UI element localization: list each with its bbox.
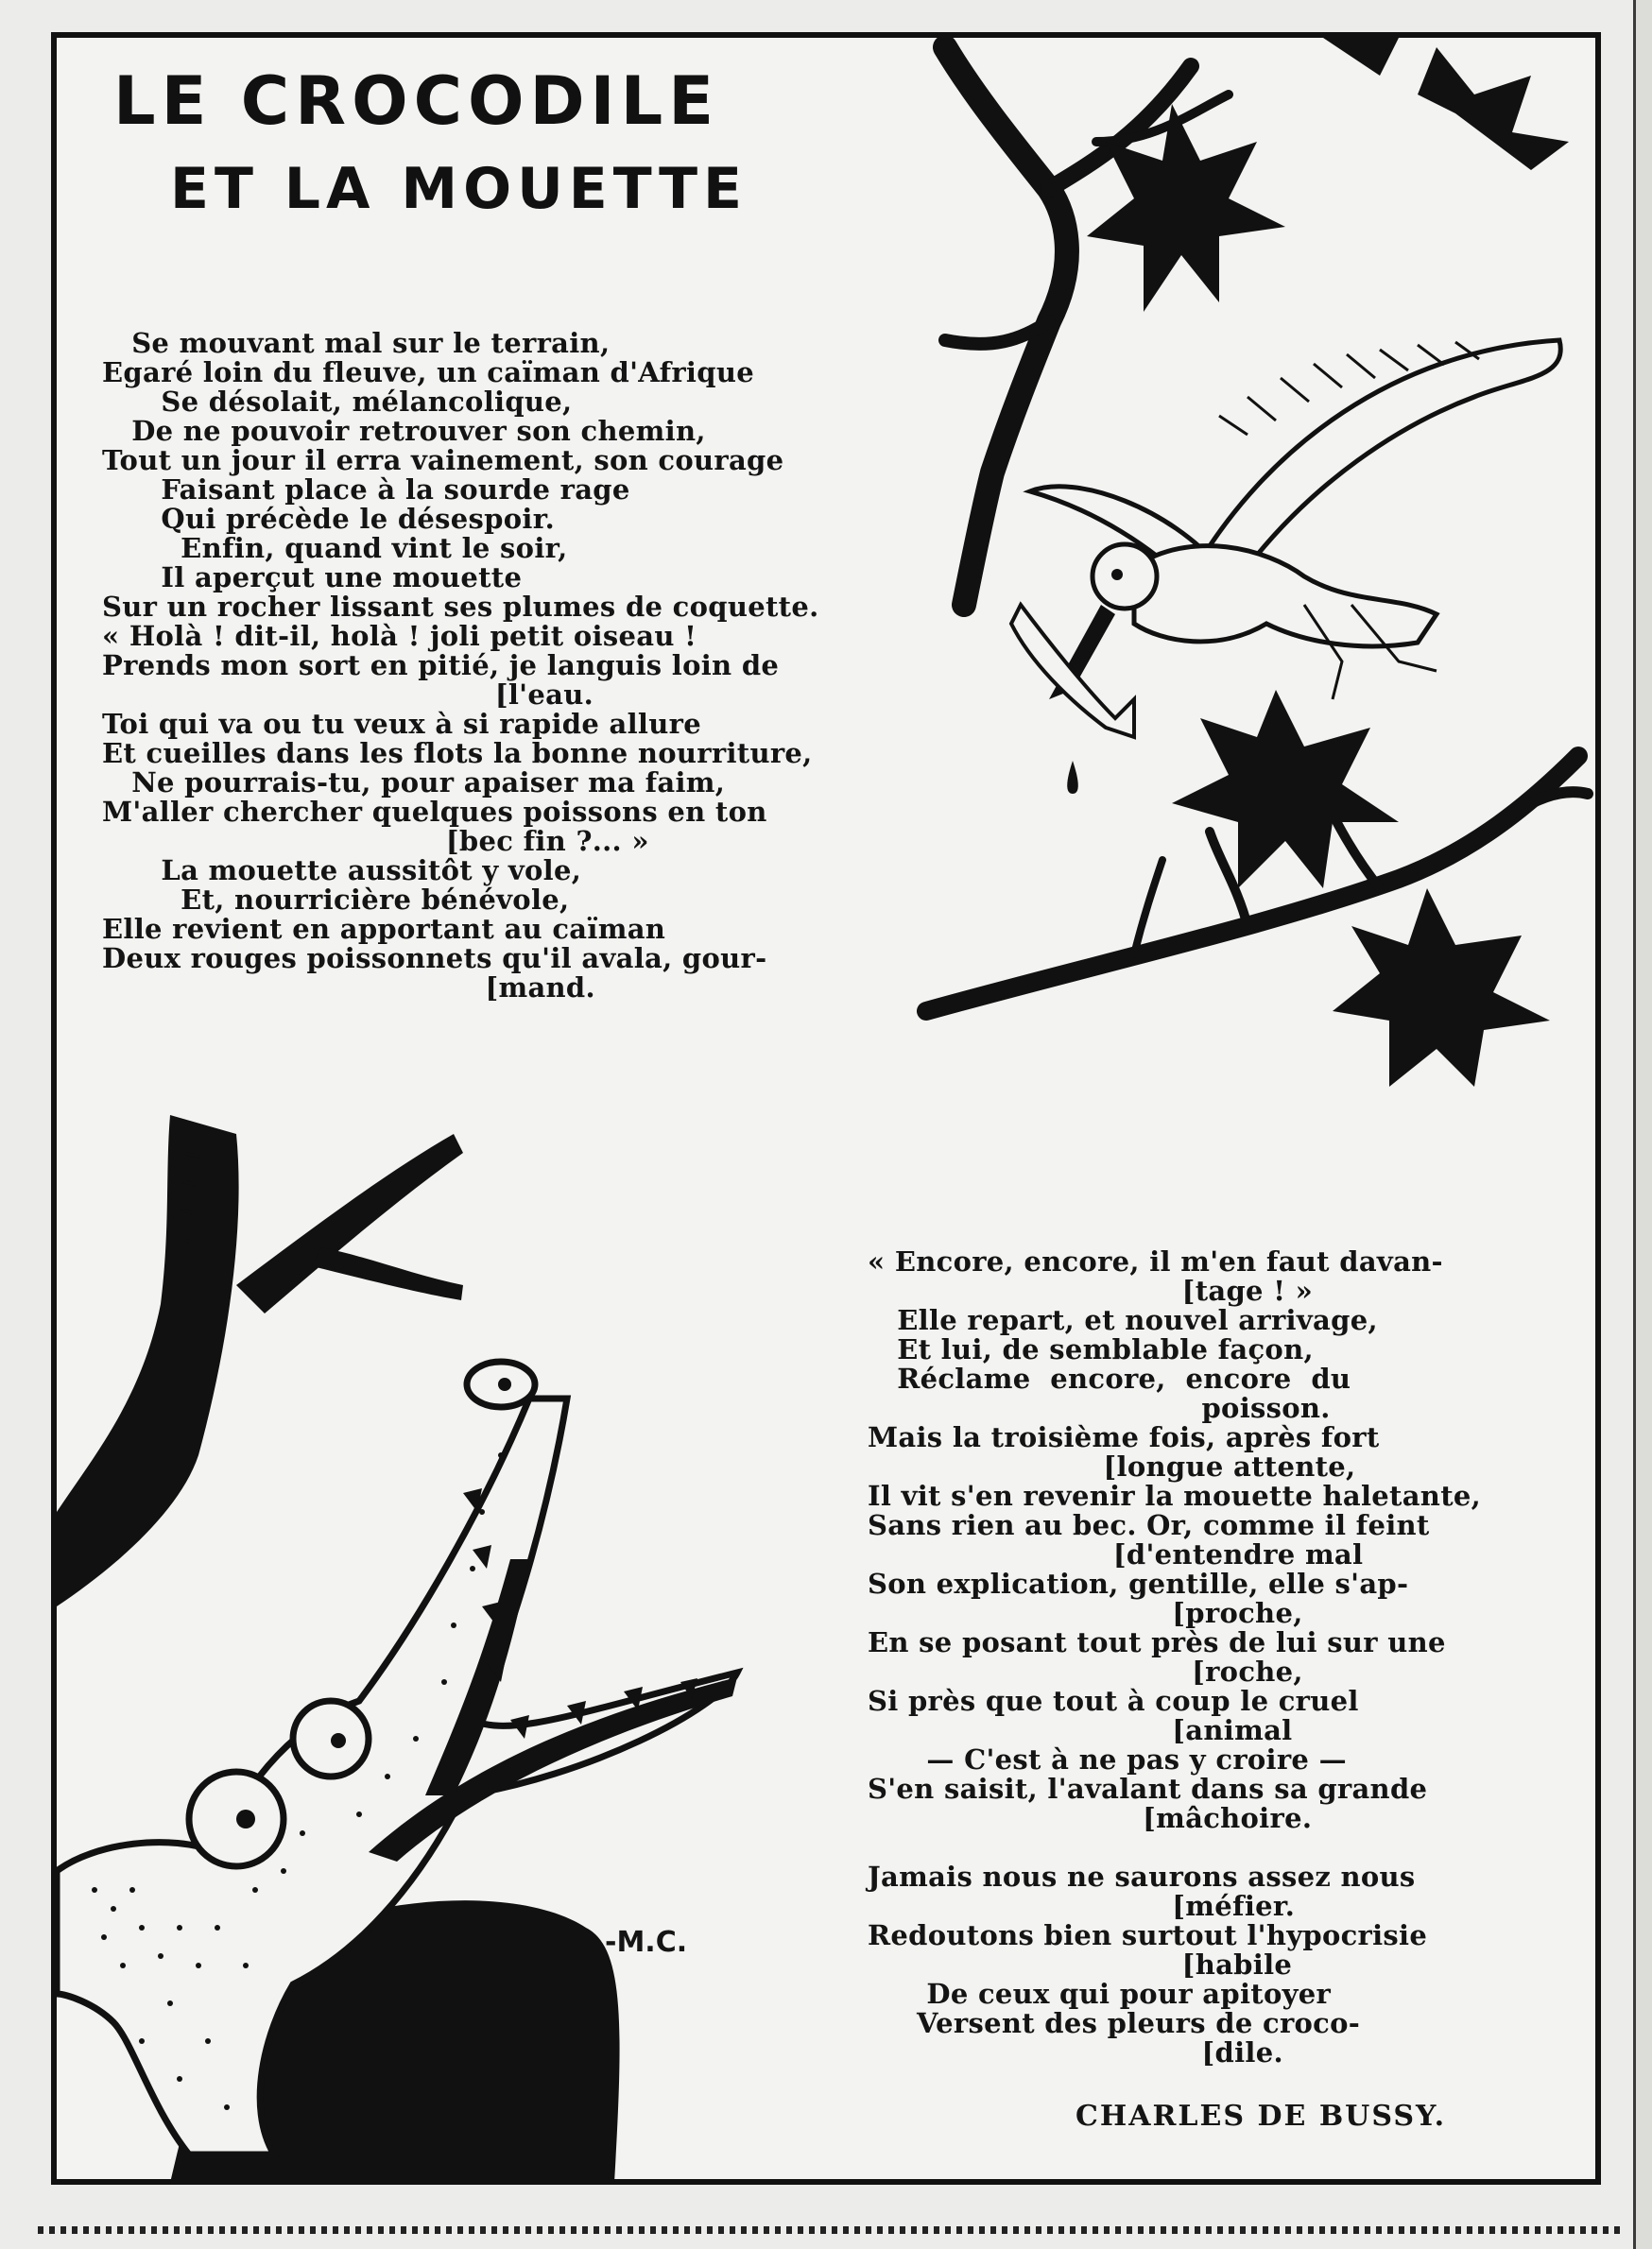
verse-line: Si près que tout à coup le cruel: [868, 1685, 1359, 1717]
leaf-icon: [1418, 47, 1569, 170]
verse-line: [dile.: [868, 2036, 1283, 2069]
page-edge: [1633, 0, 1652, 2249]
verse-line: La mouette aussitôt y vole,: [102, 854, 582, 886]
verse-line: « Holà ! dit-il, holà ! joli petit oiseau !: [102, 620, 697, 652]
verse-line: Toi qui va ou tu veux à si rapide allure: [102, 708, 701, 740]
poem-title: [113, 55, 945, 231]
verse-line: [proche,: [868, 1597, 1303, 1629]
verse-line: S'en saisit, l'avalant dans sa grande: [868, 1773, 1428, 1805]
verse-line: Se désolait, mélancolique,: [102, 386, 573, 418]
illustrator-signature: -M.C.: [605, 1926, 688, 1959]
bird-branch-illustration: [907, 38, 1595, 1096]
verse-line: Et cueilles dans les flots la bonne nourriture,: [102, 737, 813, 769]
verse-line: [roche,: [868, 1656, 1303, 1688]
verse-line: [méfier.: [868, 1890, 1296, 1922]
author-name: CHARLES DE BUSSY.: [1076, 2100, 1447, 2133]
verse-line: [longue attente,: [868, 1451, 1356, 1483]
crocodile-illustration: [57, 1115, 832, 2183]
verse-line: Mais la troisième fois, après fort: [868, 1421, 1380, 1453]
verse-line: [l'eau.: [102, 678, 594, 711]
verse-line: De ne pouvoir retrouver son chemin,: [102, 415, 706, 447]
verse-line: Sans rien au bec. Or, comme il feint: [868, 1509, 1430, 1541]
verse-line: — C'est à ne pas y croire —: [868, 1743, 1347, 1776]
verse-line: Jamais nous ne saurons assez nous: [868, 1861, 1416, 1893]
title-line-2: ET LA MOUETTE: [170, 156, 748, 222]
poem-part-1: [102, 329, 877, 1003]
verse-line: Tout un jour il erra vainement, son courage: [102, 444, 784, 476]
leaf-icon: [1172, 690, 1399, 888]
verse-line: [habile: [868, 1949, 1293, 1981]
verse-line: Faisant place à la sourde rage: [102, 473, 630, 506]
verse-line: Réclame encore, encore du: [868, 1363, 1351, 1395]
leaf-icon: [1333, 888, 1550, 1087]
verse-line: M'aller chercher quelques poissons en ton: [102, 796, 767, 828]
verse-line: Redoutons bien surtout l'hypocrisie: [868, 1919, 1428, 1951]
verse-line: Deux rouges poissonnets qu'il avala, gour-: [102, 942, 767, 974]
verse-line: Se mouvant mal sur le terrain,: [102, 327, 611, 359]
verse-line: [mâchoire.: [868, 1802, 1313, 1834]
verse-line: Enfin, quand vint le soir,: [102, 532, 568, 564]
verse-line: [d'entendre mal: [868, 1538, 1364, 1571]
verse-line: Ne pourrais-tu, pour apaiser ma faim,: [102, 766, 726, 798]
verse-line: Et, nourricière bénévole,: [102, 884, 570, 916]
verse-line: [animal: [868, 1714, 1293, 1746]
verse-line: [mand.: [102, 971, 595, 1004]
verse-line: Versent des pleurs de croco-: [868, 2007, 1361, 2039]
poem-part-2: [868, 1247, 1529, 2068]
verse-line: Elle repart, et nouvel arrivage,: [868, 1304, 1378, 1336]
verse-line: Elle revient en apportant au caïman: [102, 913, 666, 945]
verse-line: Qui précède le désespoir.: [102, 503, 556, 535]
verse-line: Il vit s'en revenir la mouette haletante,: [868, 1480, 1482, 1512]
verse-line: Il aperçut une mouette: [102, 561, 523, 593]
verse-line: Egaré loin du fleuve, un caïman d'Afrique: [102, 356, 754, 388]
verse-line: En se posant tout près de lui sur une: [868, 1626, 1446, 1658]
verse-line: [868, 1833, 1529, 1863]
verse-line: Et lui, de semblable façon,: [868, 1333, 1314, 1365]
verse-line: poisson.: [868, 1392, 1331, 1424]
bottom-rule: [38, 2226, 1626, 2234]
verse-line: Son explication, gentille, elle s'ap-: [868, 1568, 1409, 1600]
verse-line: Sur un rocher lissant ses plumes de coquette.: [102, 591, 819, 623]
verse-line: Prends mon sort en pitié, je languis loin de: [102, 649, 780, 681]
verse-line: [bec fin ?... »: [102, 825, 649, 857]
verse-line: De ceux qui pour apitoyer: [868, 1978, 1332, 2010]
verse-line: [tage ! »: [868, 1275, 1314, 1307]
title-line-1: LE CROCODILE: [113, 62, 720, 140]
verse-line: « Encore, encore, il m'en faut davan-: [868, 1245, 1443, 1278]
